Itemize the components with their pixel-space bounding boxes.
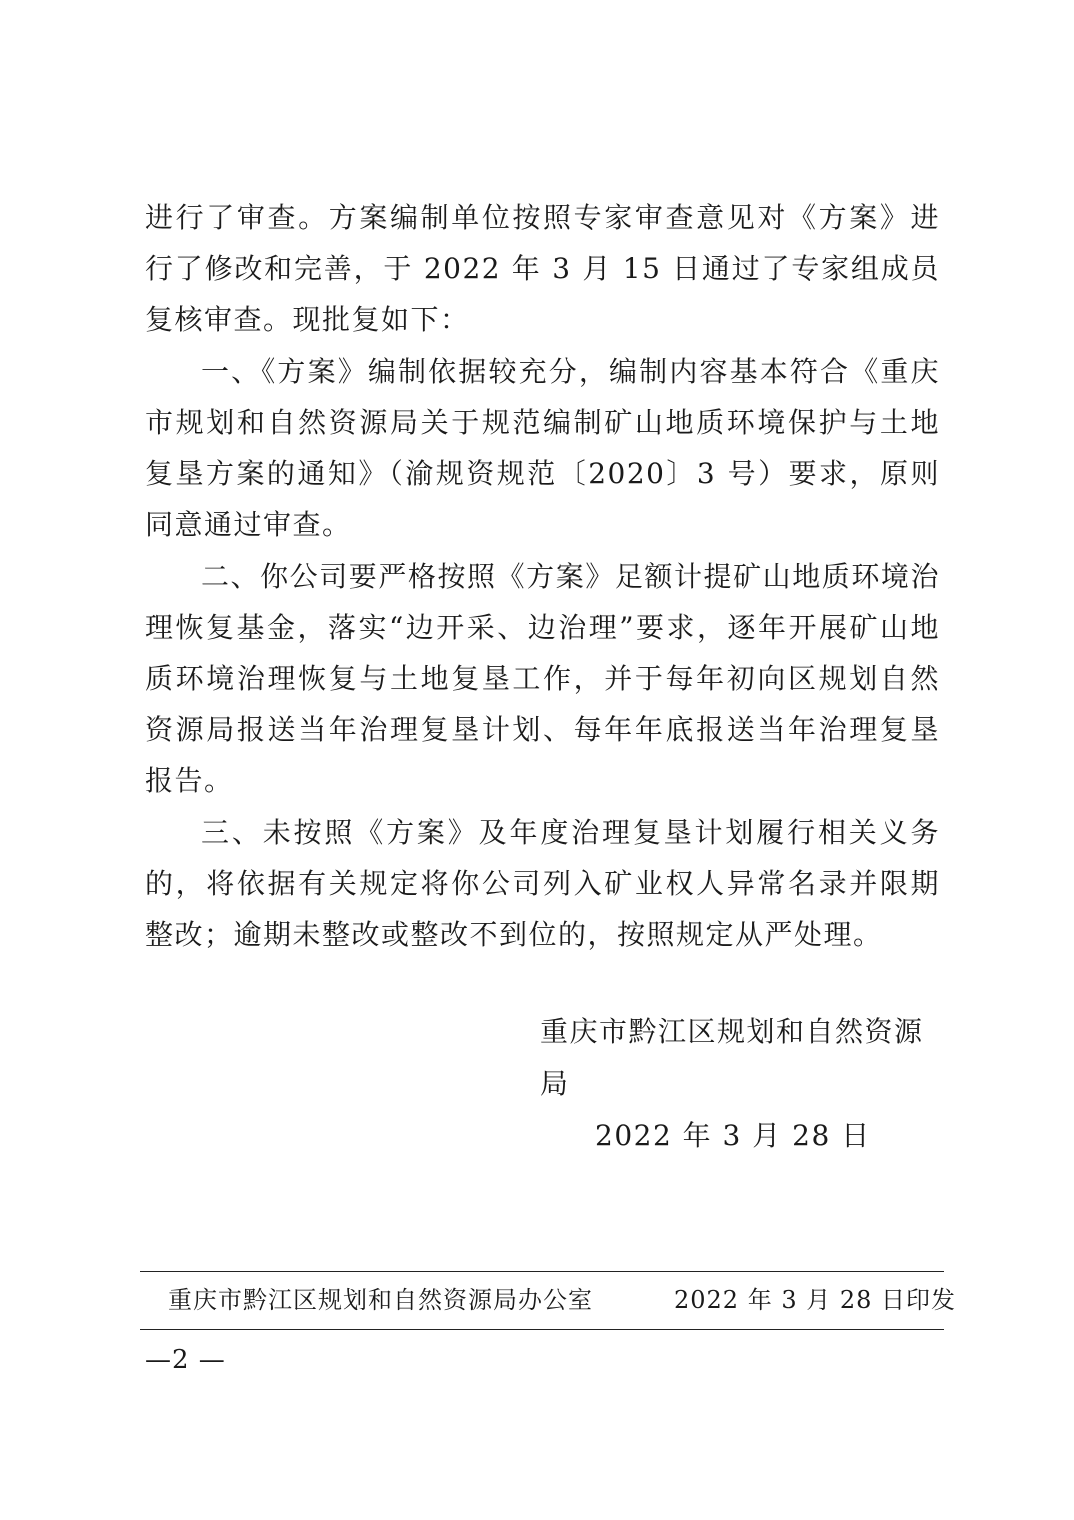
paragraph-item-2: 二、你公司要严格按照《方案》足额计提矿山地质环境治理恢复基金，落实“边开采、边治理”要求，逐年开展矿山地质环境治理恢复与土地复垦工作，并于每年初向区规划自然资源局报送当年治理复垦计划、每年年底报送当年治理复垦报告。 xyxy=(145,560,940,797)
footer-issue-date: 2022 年 3 月 28 日印发 xyxy=(674,1286,957,1314)
footer-divider-top xyxy=(140,1271,944,1272)
signature-organization: 重庆市黔江区规划和自然资源局 xyxy=(540,1015,924,1100)
paragraph-item-3: 三、未按照《方案》及年度治理复垦计划履行相关义务的，将依据有关规定将你公司列入矿业权人异常名录并限期整改；逾期未整改或整改不到位的，按照规定从严处理。 xyxy=(145,816,940,951)
footer-divider-bottom xyxy=(140,1329,944,1330)
footer-issuer: 重庆市黔江区规划和自然资源局办公室 xyxy=(168,1286,593,1314)
signature-block xyxy=(540,1006,940,1162)
signature-date: 2022 年 3 月 28 日 xyxy=(595,1119,871,1152)
page-number: —2 — xyxy=(145,1345,226,1375)
paragraph-item-1: 一、《方案》编制依据较充分，编制内容基本符合《重庆市规划和自然资源局关于规范编制矿山地质环境保护与土地复垦方案的通知》（渝规资规范〔2020〕3 号）要求，原则同意通过审查。 xyxy=(145,355,940,541)
document-body xyxy=(145,192,940,961)
paragraph-intro: 进行了审查。方案编制单位按照专家审查意见对《方案》进行了修改和完善，于 2022 年 3 月 15 日通过了专家组成员复核审查。现批复如下： xyxy=(145,201,940,336)
